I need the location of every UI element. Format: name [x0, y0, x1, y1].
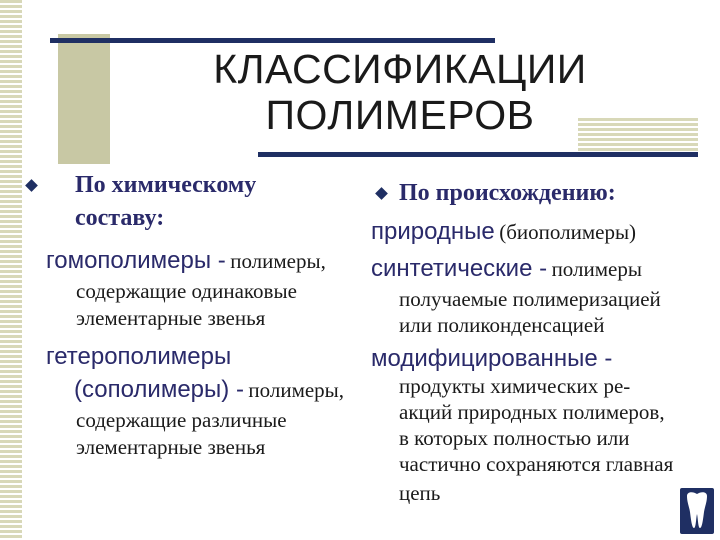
left-striped-strip: [0, 0, 22, 540]
title-line-1: КЛАССИФИКАЦИИ: [213, 46, 587, 92]
homopolymers-line: [46, 247, 326, 275]
title-accent-block: [58, 34, 110, 164]
modified-def-5: цепь: [399, 481, 441, 505]
natural-def: (биополимеры): [499, 220, 637, 244]
synthetic-def-1: полимеры: [551, 257, 642, 281]
tooth-logo-icon: [680, 488, 714, 534]
homopolymers-def-3: элементарные звенья: [76, 306, 266, 330]
left-heading-line-2: составу:: [75, 205, 165, 231]
left-heading-line-1: По химическому: [75, 172, 257, 198]
diamond-bullet-icon: [25, 179, 38, 192]
modified-def-4: частично сохраняются главная: [399, 452, 674, 476]
heteropolymers-term: гетерополимеры: [46, 343, 232, 370]
homopolymers-def-1: полимеры,: [230, 249, 326, 273]
slide-title: [150, 46, 650, 138]
copolymers-term: (сополимеры) -: [74, 376, 244, 403]
modified-def-3: в которых полностью или: [399, 426, 630, 450]
modified-def-1: продукты химических ре-: [399, 374, 631, 398]
heteropolymers-def-1: полимеры,: [248, 378, 345, 402]
title-rule-top: [50, 38, 495, 43]
diamond-bullet-icon: [375, 187, 388, 200]
natural-term: природные: [371, 218, 495, 245]
synthetic-def-3: или поликонденсацией: [399, 313, 605, 337]
right-heading: По происхождению:: [399, 180, 616, 206]
natural-line: [371, 218, 636, 246]
heteropolymers-def-3: элементарные звенья: [76, 435, 266, 459]
homopolymers-term: гомополимеры -: [46, 247, 226, 274]
synthetic-def-2: получаемые полимеризацией: [399, 287, 661, 311]
homopolymers-def-2: содержащие одинаковые: [76, 279, 297, 303]
modified-def-2: акций природных полимеров,: [399, 400, 665, 424]
heteropolymers-def-2: содержащие различные: [76, 408, 287, 432]
synthetic-term: синтетические -: [371, 255, 548, 282]
synthetic-line: [371, 255, 642, 283]
heteropolymers-line: [74, 376, 344, 404]
title-line-2: ПОЛИМЕРОВ: [265, 92, 535, 138]
modified-term: модифицированные -: [371, 345, 613, 372]
title-rule-bottom: [258, 152, 698, 157]
